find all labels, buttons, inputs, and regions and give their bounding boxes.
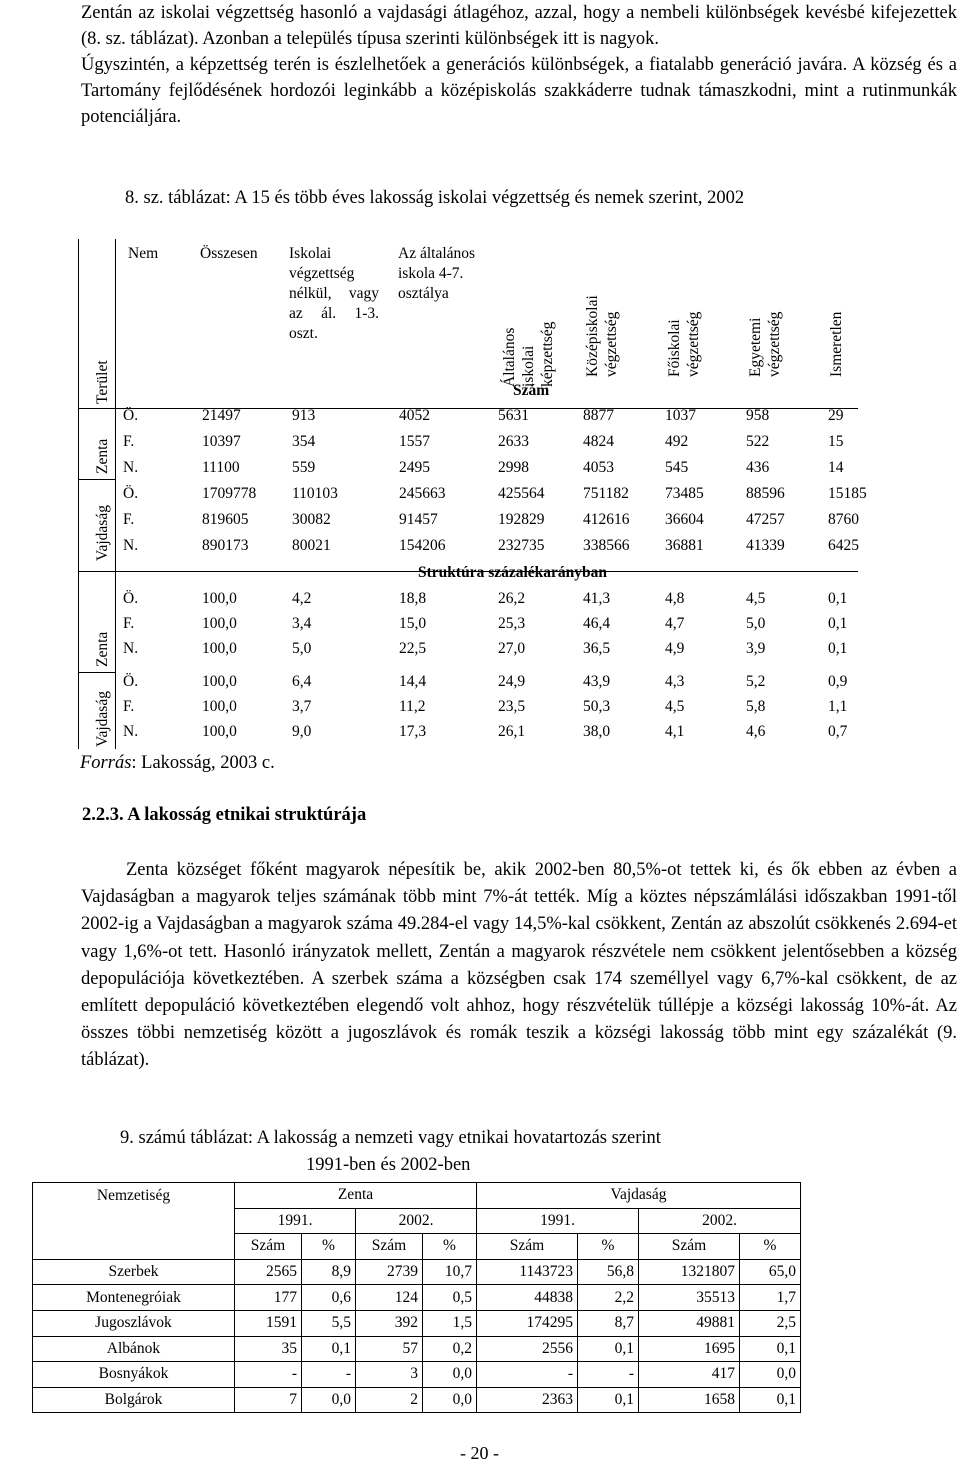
- area-zenta-percent: Zenta: [94, 631, 111, 667]
- table9-empty-cell: [33, 1208, 235, 1234]
- sex-cell: F.: [123, 433, 135, 450]
- value-cell: 0,6: [302, 1285, 356, 1311]
- table9-sub: %: [302, 1234, 356, 1260]
- sex-cell: Ö.: [123, 407, 139, 424]
- area-zenta-number: Zenta: [94, 438, 111, 474]
- value-cell: 0,0: [423, 1362, 477, 1388]
- percent-cell: 3,4: [292, 615, 312, 632]
- table9-sub: %: [740, 1234, 801, 1260]
- sex-cell: Ö.: [123, 673, 139, 690]
- number-cell: 890173: [202, 537, 249, 554]
- sex-cell: N.: [123, 537, 139, 554]
- value-cell: 0,2: [423, 1336, 477, 1362]
- table9-body: [33, 1259, 801, 1413]
- value-cell: 7: [235, 1387, 302, 1413]
- value-cell: 1,5: [423, 1310, 477, 1336]
- table9-year: 2002.: [356, 1208, 477, 1234]
- number-cell: 559: [292, 459, 316, 476]
- percent-cell: 0,1: [828, 590, 848, 607]
- percent-cell: 46,4: [583, 615, 611, 632]
- value-cell: 1695: [639, 1336, 740, 1362]
- value-cell: 44838: [477, 1285, 578, 1311]
- table9-year: 1991.: [477, 1208, 639, 1234]
- header-grade-4-7: Az általános iskola 4-7. osztálya: [398, 245, 476, 302]
- number-cell: 47257: [746, 511, 785, 528]
- table8: [78, 239, 867, 773]
- percent-cell: 18,8: [399, 590, 427, 607]
- percent-cell: 0,1: [828, 640, 848, 657]
- table9-col-nationality: Nemzetiség: [33, 1183, 235, 1209]
- percent-cell: 4,3: [665, 673, 685, 690]
- header-area: Terület: [94, 360, 111, 404]
- number-cell: 354: [292, 433, 316, 450]
- value-cell: 0,1: [740, 1336, 801, 1362]
- source-label: Forrás: [80, 753, 132, 773]
- intro-paragraph-2: Úgyszintén, a képzettség terén is észlelhetőek a generációs különbségek, a fiatalabb generáció javára. A község és a Tartomány fejlődésének hordozói leginkább a középiskolás szakkáderre tudnak támaszkodni, mint a rutinmunkák potenciáljára.: [81, 55, 957, 127]
- number-cell: 522: [746, 433, 770, 450]
- value-cell: 1658: [639, 1387, 740, 1413]
- value-cell: -: [235, 1362, 302, 1388]
- number-cell: 412616: [583, 511, 630, 528]
- sex-cell: F.: [123, 615, 135, 632]
- table9-col-vajdasag: Vajdaság: [477, 1183, 801, 1209]
- number-cell: 245663: [399, 485, 446, 502]
- table9-caption-line2: 1991-ben és 2002-ben: [306, 1155, 471, 1175]
- sex-cell: N.: [123, 459, 139, 476]
- number-cell: 36881: [665, 537, 704, 554]
- page-number: - 20 -: [460, 1443, 499, 1463]
- value-cell: 0,1: [740, 1387, 801, 1413]
- percent-cell: 26,1: [498, 723, 526, 740]
- number-cell: 958: [746, 407, 770, 424]
- table9-caption-line1: 9. számú táblázat: A lakosság a nemzeti vagy etnikai hovatartozás szerint: [120, 1128, 661, 1148]
- source-note: [80, 753, 275, 774]
- number-cell: 73485: [665, 485, 704, 502]
- table9-sub: Szám: [356, 1234, 423, 1260]
- number-cell: 2998: [498, 459, 529, 476]
- number-cell: 1037: [665, 407, 696, 424]
- table9-col-zenta: Zenta: [235, 1183, 477, 1209]
- header-college: Főiskolai végzettség: [666, 311, 702, 377]
- value-cell: 1143723: [477, 1259, 578, 1285]
- value-cell: 0,0: [423, 1387, 477, 1413]
- number-cell: 154206: [399, 537, 446, 554]
- number-cell: 80021: [292, 537, 331, 554]
- sex-cell: N.: [123, 640, 139, 657]
- percent-cell: 4,5: [665, 698, 685, 715]
- header-unknown: Ismeretlen: [828, 311, 845, 377]
- table-row: [33, 1310, 801, 1336]
- table-row: [33, 1387, 801, 1413]
- percent-cell: 4,1: [665, 723, 685, 740]
- value-cell: 2: [356, 1387, 423, 1413]
- ethnic-paragraph: Zenta községet főként magyarok népesítik be, akik 2002-ben 80,5%-ot tettek ki, és ők ebben az évben a Vajdaságban a magyarok teljes számának több mint 7%-át tették. Míg a köztes népszámlálási időszakban 1991-től 2002-ig a Vajdaságban a magyarok száma 49.284-el vagy 14,5%-kal csökkent, Zentán az abszolút csökkenés 2.694-et vagy 1,6%-ot tett. Hasonló irányzatok mellett, Zentán a magyarok részvétele nem csökkent jelentősebben a község depopulációja következtében. A szerbek száma a községben csak 174 személlyel vagy 6,7%-kal csökkent, de az említett depopuláció következtében elegendő volt ahhoz, hogy részvételük túllépje a községi lakosság 10%-át. Az összes többi nemzetiség között a jugoszlávok és romák teszik a községi lakosság több mint egy százalékát (9. táblázat).: [81, 860, 957, 1071]
- number-cell: 30082: [292, 511, 331, 528]
- percent-cell: 100,0: [202, 615, 237, 632]
- number-cell: 36604: [665, 511, 704, 528]
- nationality-cell: Szerbek: [33, 1259, 235, 1285]
- number-cell: 21497: [202, 407, 241, 424]
- percent-cell: 5,2: [746, 673, 766, 690]
- percent-cell: 100,0: [202, 673, 237, 690]
- intro-paragraphs: [81, 0, 957, 130]
- number-cell: 4053: [583, 459, 614, 476]
- number-cell: 11100: [202, 459, 240, 476]
- number-cell: 819605: [202, 511, 249, 528]
- value-cell: 2565: [235, 1259, 302, 1285]
- percent-cell: 4,8: [665, 590, 685, 607]
- percent-cell: 36,5: [583, 640, 611, 657]
- number-cell: 232735: [498, 537, 545, 554]
- value-cell: 3: [356, 1362, 423, 1388]
- value-cell: 5,5: [302, 1310, 356, 1336]
- section-percent-label: Struktúra százalékarányban: [418, 564, 608, 581]
- number-cell: 2495: [399, 459, 430, 476]
- percent-cell: 38,0: [583, 723, 611, 740]
- number-cell: 1709778: [202, 485, 257, 502]
- table-row: [33, 1285, 801, 1311]
- table9-empty-cell: [33, 1234, 235, 1260]
- number-cell: 8760: [828, 511, 859, 528]
- table9-sub: Szám: [477, 1234, 578, 1260]
- header-total: Összesen: [200, 245, 258, 262]
- table-row: [33, 1259, 801, 1285]
- table-row: [33, 1336, 801, 1362]
- percent-cell: 9,0: [292, 723, 312, 740]
- value-cell: 417: [639, 1362, 740, 1388]
- section-heading: 2.2.3. A lakosság etnikai struktúrája: [82, 805, 367, 825]
- value-cell: -: [477, 1362, 578, 1388]
- sex-cell: F.: [123, 511, 135, 528]
- percent-cell: 4,5: [746, 590, 766, 607]
- value-cell: 2739: [356, 1259, 423, 1285]
- table8-caption: 8. sz. táblázat: A 15 és több éves lakosság iskolai végzettség és nemek szerint, 2002: [125, 188, 745, 208]
- percent-cell: 100,0: [202, 723, 237, 740]
- value-cell: 1,7: [740, 1285, 801, 1311]
- number-cell: 15185: [828, 485, 867, 502]
- sex-cell: Ö.: [123, 590, 139, 607]
- percent-cell: 22,5: [399, 640, 427, 657]
- percent-cell: 0,9: [828, 673, 848, 690]
- source-text: : Lakosság, 2003 c.: [131, 753, 275, 773]
- value-cell: 10,7: [423, 1259, 477, 1285]
- number-cell: 425564: [498, 485, 545, 502]
- area-vajdasag-percent: Vajdaság: [94, 691, 111, 747]
- value-cell: -: [302, 1362, 356, 1388]
- percent-cell: 5,0: [746, 615, 766, 632]
- percent-cell: 100,0: [202, 698, 237, 715]
- nationality-cell: Montenegróiak: [33, 1285, 235, 1311]
- value-cell: 174295: [477, 1310, 578, 1336]
- value-cell: 8,9: [302, 1259, 356, 1285]
- sex-cell: N.: [123, 723, 139, 740]
- value-cell: 0,1: [578, 1387, 639, 1413]
- percent-cell: 6,4: [292, 673, 312, 690]
- number-cell: 6425: [828, 537, 859, 554]
- number-cell: 14: [828, 459, 844, 476]
- value-cell: 1321807: [639, 1259, 740, 1285]
- number-cell: 8877: [583, 407, 614, 424]
- number-cell: 110103: [292, 485, 338, 502]
- value-cell: 8,7: [578, 1310, 639, 1336]
- value-cell: 56,8: [578, 1259, 639, 1285]
- table9: [32, 1182, 801, 1413]
- value-cell: 57: [356, 1336, 423, 1362]
- percent-cell: 50,3: [583, 698, 611, 715]
- number-cell: 91457: [399, 511, 438, 528]
- value-cell: 2556: [477, 1336, 578, 1362]
- intro-paragraph-1: Zentán az iskolai végzettség hasonló a vajdasági átlagéhoz, azzal, hogy a nembeli különbségek kevésbé kifejezettek (8. sz. táblázat). Azonban a település típusa szerinti különbségek itt is nagyok.: [81, 3, 957, 49]
- percent-cell: 5,0: [292, 640, 312, 657]
- area-vajdasag-number: Vajdaság: [94, 505, 111, 561]
- section-number-label: Szám: [513, 382, 550, 399]
- number-cell: 5631: [498, 407, 529, 424]
- percent-cell: 4,7: [665, 615, 685, 632]
- number-cell: 15: [828, 433, 844, 450]
- percent-cell: 25,3: [498, 615, 526, 632]
- table9-year: 2002.: [639, 1208, 801, 1234]
- value-cell: 177: [235, 1285, 302, 1311]
- table-row: [33, 1362, 801, 1388]
- value-cell: 35513: [639, 1285, 740, 1311]
- number-cell: 436: [746, 459, 770, 476]
- sex-cell: F.: [123, 698, 135, 715]
- percent-cell: 100,0: [202, 640, 237, 657]
- number-cell: 492: [665, 433, 689, 450]
- number-cell: 913: [292, 407, 316, 424]
- percent-cell: 1,1: [828, 698, 848, 715]
- percent-cell: 0,7: [828, 723, 848, 740]
- header-sex: Nem: [128, 245, 159, 262]
- value-cell: 65,0: [740, 1259, 801, 1285]
- value-cell: 0,1: [578, 1336, 639, 1362]
- percent-cell: 100,0: [202, 590, 237, 607]
- percent-cell: 4,2: [292, 590, 312, 607]
- percent-cell: 4,9: [665, 640, 685, 657]
- number-cell: 29: [828, 407, 844, 424]
- value-cell: -: [578, 1362, 639, 1388]
- value-cell: 2,5: [740, 1310, 801, 1336]
- table9-sub: %: [578, 1234, 639, 1260]
- header-university: Egyetemi végzettség: [747, 311, 783, 377]
- number-cell: 10397: [202, 433, 241, 450]
- percent-cell: 15,0: [399, 615, 427, 632]
- value-cell: 35: [235, 1336, 302, 1362]
- percent-cell: 24,9: [498, 673, 526, 690]
- header-primary: Általános iskolai képzettség: [501, 321, 556, 387]
- percent-cell: 4,6: [746, 723, 766, 740]
- value-cell: 1591: [235, 1310, 302, 1336]
- table9-year: 1991.: [235, 1208, 356, 1234]
- value-cell: 49881: [639, 1310, 740, 1336]
- sex-cell: Ö.: [123, 485, 139, 502]
- percent-cell: 14,4: [399, 673, 427, 690]
- number-cell: 751182: [583, 485, 629, 502]
- percent-cell: 3,9: [746, 640, 766, 657]
- value-cell: 392: [356, 1310, 423, 1336]
- nationality-cell: Bosnyákok: [33, 1362, 235, 1388]
- value-cell: 124: [356, 1285, 423, 1311]
- number-cell: 88596: [746, 485, 785, 502]
- nationality-cell: Jugoszlávok: [33, 1310, 235, 1336]
- percent-cell: 23,5: [498, 698, 526, 715]
- percent-cell: 11,2: [399, 698, 426, 715]
- value-cell: 2,2: [578, 1285, 639, 1311]
- number-cell: 1557: [399, 433, 430, 450]
- number-cell: 4052: [399, 407, 430, 424]
- nationality-cell: Bolgárok: [33, 1387, 235, 1413]
- percent-cell: 27,0: [498, 640, 526, 657]
- percent-cell: 3,7: [292, 698, 312, 715]
- header-no-school: Iskolai végzettség nélkül, vagy az ál. 1-3. oszt.: [289, 245, 379, 342]
- table9-sub: %: [423, 1234, 477, 1260]
- number-cell: 41339: [746, 537, 785, 554]
- value-cell: 2363: [477, 1387, 578, 1413]
- value-cell: 0,0: [740, 1362, 801, 1388]
- percent-cell: 17,3: [399, 723, 427, 740]
- number-cell: 545: [665, 459, 689, 476]
- table9-sub: Szám: [639, 1234, 740, 1260]
- number-cell: 4824: [583, 433, 614, 450]
- nationality-cell: Albánok: [33, 1336, 235, 1362]
- table9-sub: Szám: [235, 1234, 302, 1260]
- value-cell: 0,1: [302, 1336, 356, 1362]
- percent-cell: 0,1: [828, 615, 848, 632]
- value-cell: 0,5: [423, 1285, 477, 1311]
- percent-cell: 5,8: [746, 698, 766, 715]
- number-cell: 338566: [583, 537, 630, 554]
- value-cell: 0,0: [302, 1387, 356, 1413]
- number-cell: 2633: [498, 433, 529, 450]
- percent-cell: 41,3: [583, 590, 611, 607]
- percent-cell: 43,9: [583, 673, 611, 690]
- number-cell: 192829: [498, 511, 545, 528]
- header-secondary: Középiskolai végzettség: [584, 295, 620, 377]
- percent-cell: 26,2: [498, 590, 526, 607]
